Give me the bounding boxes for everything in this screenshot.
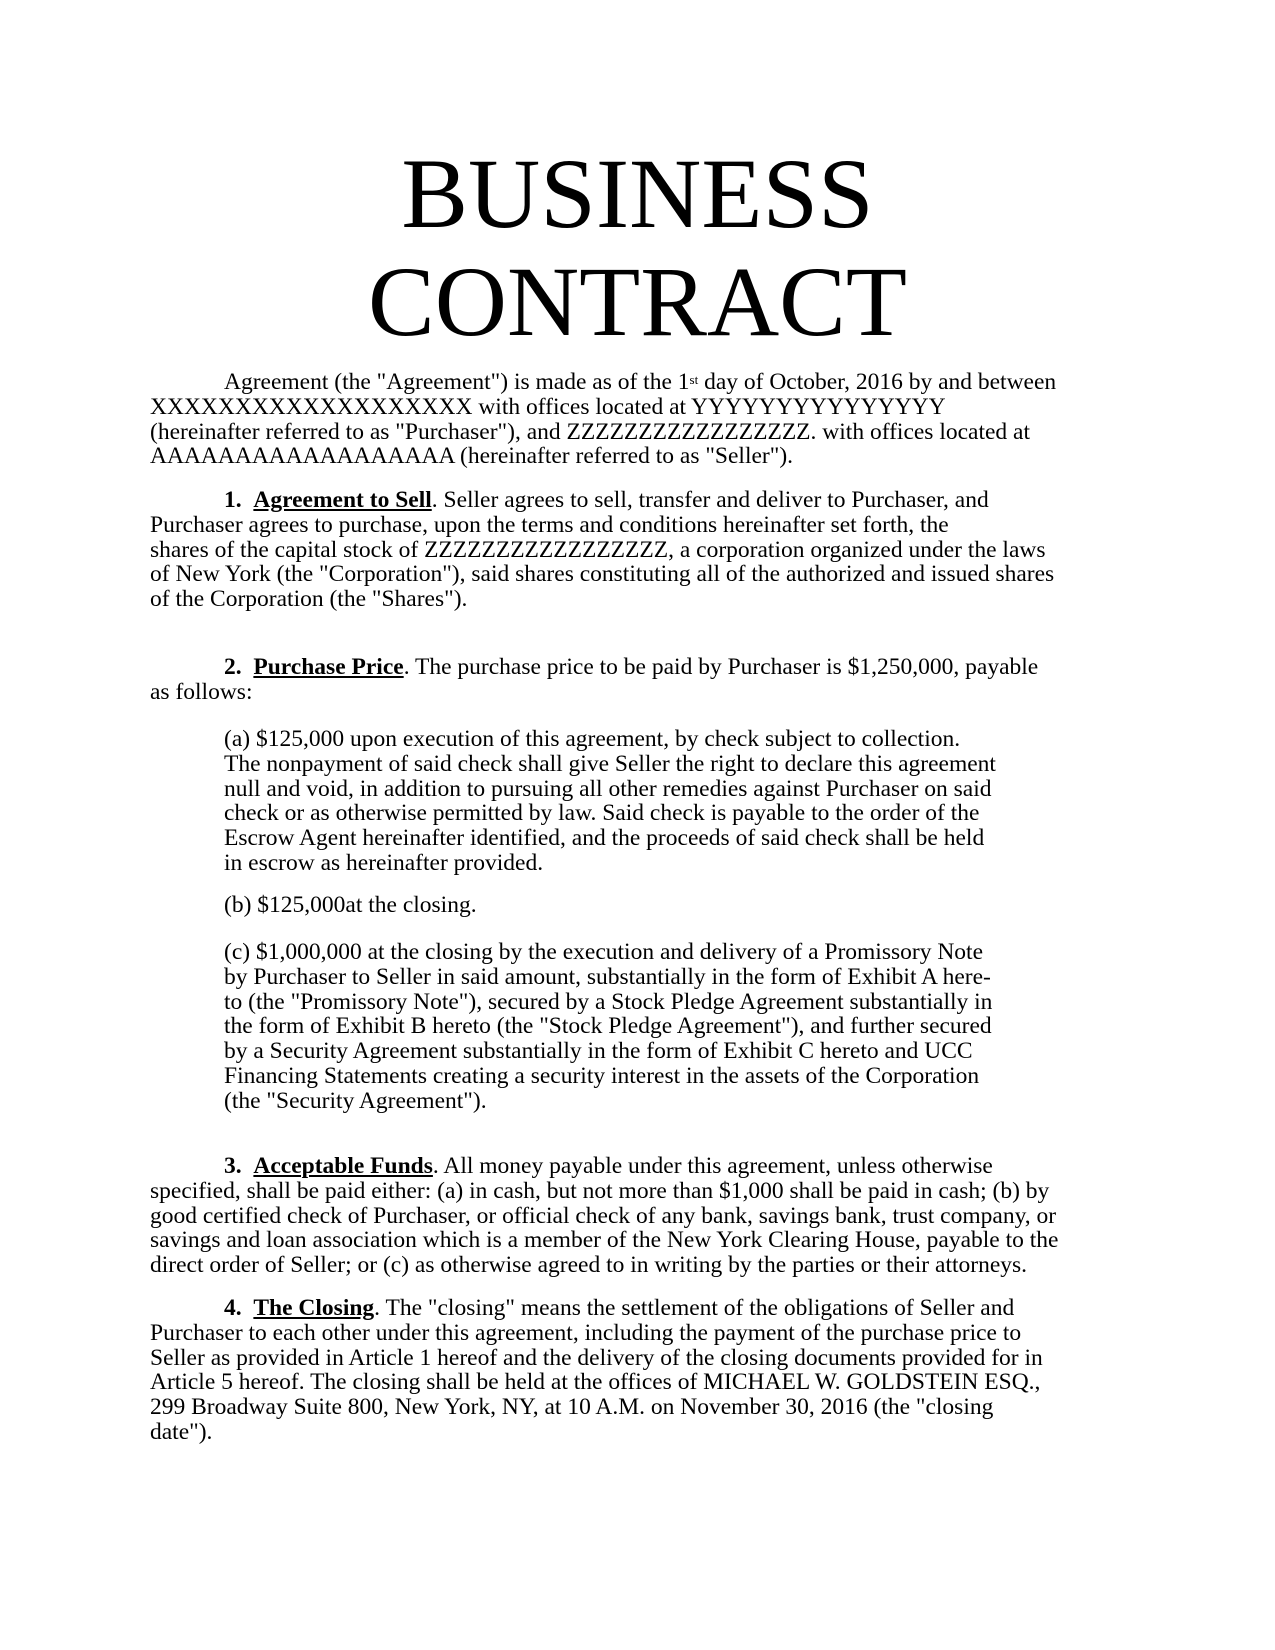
section-1-line-1: 1. Agreement to Sell. Seller agrees to sell, transfer and deliver to Purchaser, and <box>224 487 989 513</box>
section-2-line-1: 2. Purchase Price. The purchase price to be paid by Purchaser is $1,250,000, payable <box>224 654 1039 680</box>
title-line-1: BUSINESS <box>401 138 874 249</box>
section-2-item-c: (c) $1,000,000 at the closing by the execution and delivery of a Promissory Note by Purchaser to Seller in said amount, substantially in the form of Exhibit A here- to (the "Promissory Note"), secured by a Stock Pledge Agreement substantially in the form of Exhibit B hereto (the "Stock Pledge Agreement"), and further secured by a Security Agreement substantially in the form of Exhibit C hereto and UCC Financing Statements creating a security interest in the assets of the Corporation (the "Security Agreement"). <box>224 939 993 1114</box>
section-3-line-1: 3. Acceptable Funds. All money payable under this agreement, unless otherwise <box>224 1153 993 1179</box>
section-4-number: 4. <box>224 1295 242 1321</box>
intro-line-2: XXXXXXXXXXXXXXXXXXX with offices located at YYYYYYYYYYYYYYY <box>150 393 946 420</box>
section-1: 1. Agreement to Sell. Seller agrees to sell, transfer and deliver to Purchaser, and Purchaser agrees to purchase, upon the terms and conditions hereinafter set forth, the shares of the capital stock of ZZZZZZZZZZZZZZZZZ, a corporation organized under the laws of New York (the "Corporation"), said shares constituting all of the authorized and issued shares of the Corporation (the "Shares"). <box>150 488 1150 612</box>
title-line-2: CONTRACT <box>368 246 907 357</box>
section-2: 2. Purchase Price. The purchase price to be paid by Purchaser is $1,250,000, payable as follows: <box>150 655 1150 705</box>
intro-line-3: (hereinafter referred to as "Purchaser"), and ZZZZZZZZZZZZZZZZZ. with offices located at <box>150 418 1031 445</box>
section-2-number: 2. <box>224 654 242 680</box>
section-2-item-b: (b) $125,000at the closing. <box>224 892 477 918</box>
section-2-heading: Purchase Price <box>253 654 404 680</box>
intro-line-1: Agreement (the "Agreement") is made as of the 1st day of October, 2016 by and between <box>224 369 1057 395</box>
section-3: 3. Acceptable Funds. All money payable under this agreement, unless otherwise specified, shall be paid either: (a) in cash, but not more than $1,000 shall be paid in cash; (b) by good certified check of Purchaser, or official check of any bank, savings bank, trust company, or savings and loan association which is a member of the New York Clearing House, payable to the direct order of Seller; or (c) as otherwise agreed to in writing by the parties or their attorneys. <box>150 1154 1150 1278</box>
section-3-heading: Acceptable Funds <box>253 1153 433 1179</box>
section-1-heading: Agreement to Sell <box>253 487 432 513</box>
intro-line-4: AAAAAAAAAAAAAAAAAA (hereinafter referred to as "Seller"). <box>150 443 794 470</box>
section-1-number: 1. <box>224 487 242 513</box>
section-4-line-1: 4. The Closing. The "closing" means the settlement of the obligations of Seller and <box>224 1295 1015 1321</box>
section-3-number: 3. <box>224 1153 242 1179</box>
section-4-heading: The Closing <box>253 1295 375 1321</box>
intro-paragraph <box>150 370 1150 469</box>
section-2-item-a: (a) $125,000 upon execution of this agreement, by check subject to collection. The nonpayment of said check shall give Seller the right to declare this agreement null and void, in addition to pursuing all other remedies against Purchaser on said check or as otherwise permitted by law. Said check is payable to the order of the Escrow Agent hereinafter identified, and the proceeds of said check shall be held in escrow as hereinafter provided. <box>224 726 996 876</box>
section-4: 4. The Closing. The "closing" means the settlement of the obligations of Seller and Purchaser to each other under this agreement, including the payment of the purchase price to Seller as provided in Article 1 hereof and the delivery of the closing documents provided for in Article 5 hereof. The closing shall be held at the offices of MICHAEL W. GOLDSTEIN ESQ., 299 Broadway Suite 800, New York, NY, at 10 A.M. on November 30, 2016 (the "closing date"). <box>150 1296 1150 1445</box>
